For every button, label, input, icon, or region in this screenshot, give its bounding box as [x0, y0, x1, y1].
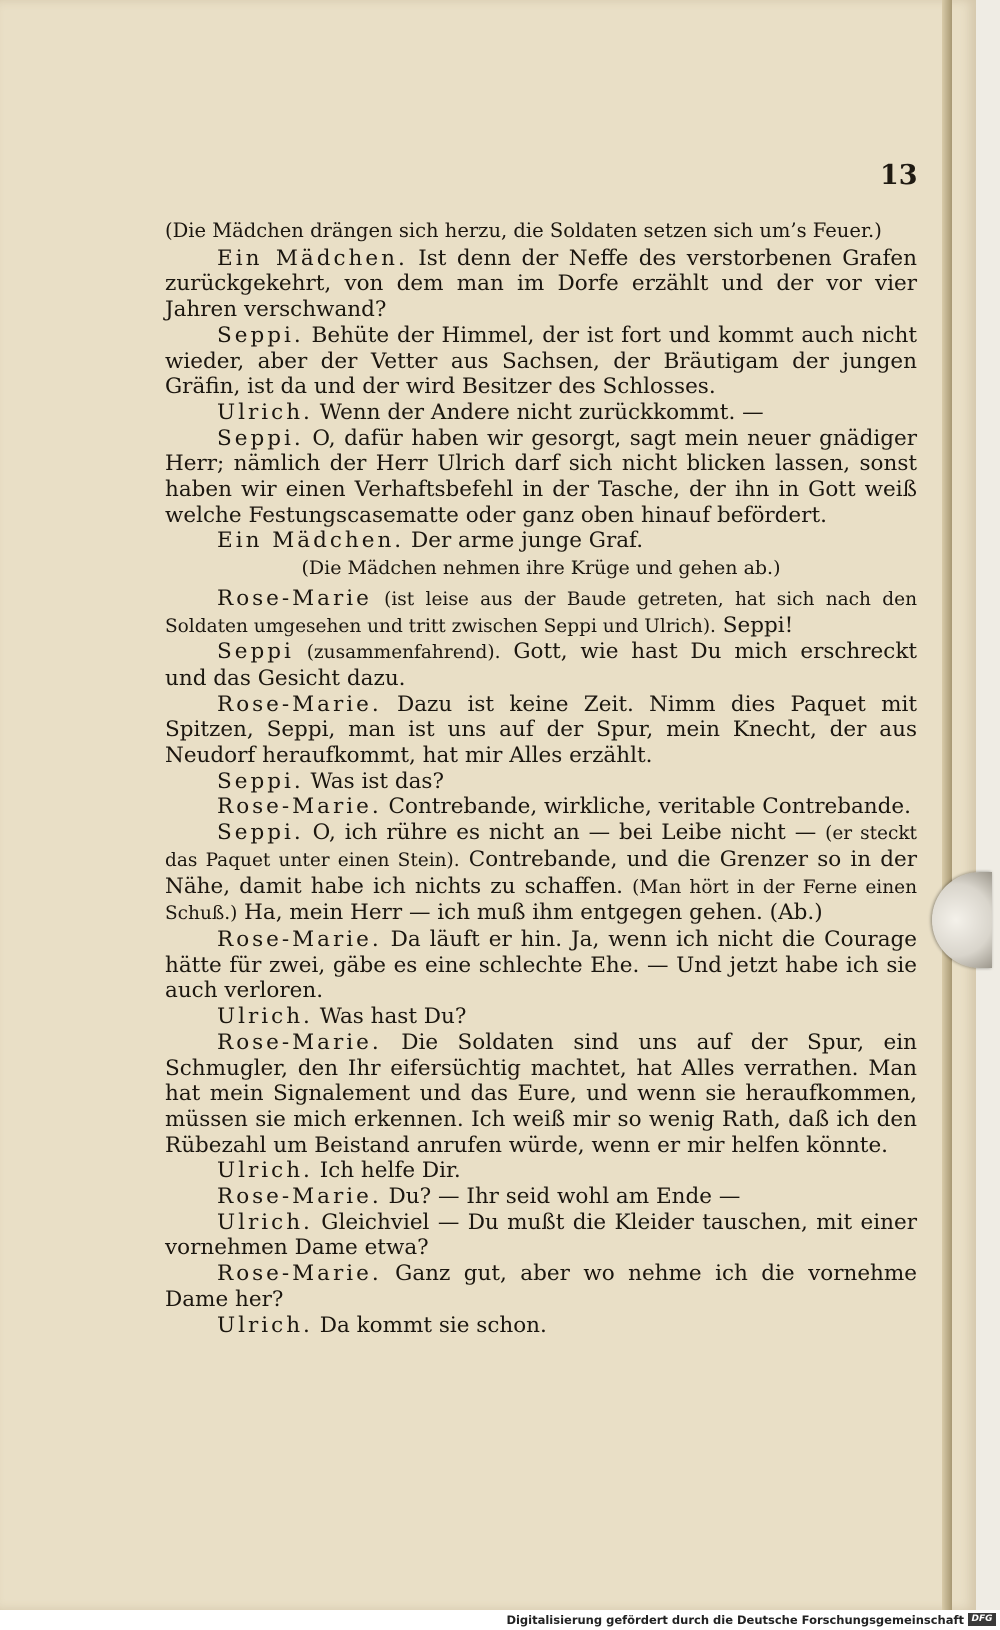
dialogue-line: Seppi (zusammenfahrend). Gott, wie hast Du mich erschreckt und das Gesicht dazu. — [165, 639, 917, 691]
page-text — [165, 218, 917, 1338]
dfg-logo-icon: DFG — [968, 1613, 996, 1626]
speaker-name: Rose-Marie. — [217, 1261, 382, 1287]
speaker-name: Seppi. — [217, 322, 304, 348]
stage-direction: (Die Mädchen drängen sich herzu, die Soldaten setzen sich um’s Feuer.) — [165, 219, 882, 242]
speaker-name: Ulrich. — [217, 399, 313, 425]
dialogue-line: Ulrich. Gleichviel — Du mußt die Kleider tauschen, mit einer vornehmen Dame etwa? — [165, 1209, 917, 1261]
speaker-name: Seppi. — [217, 768, 304, 794]
speaker-name: Ulrich. — [217, 1312, 313, 1338]
speaker-name: Ein Mädchen. — [217, 528, 405, 554]
speaker-name: Rose-Marie. — [217, 691, 382, 717]
footer-credit: Digitalisierung gefördert durch die Deutsche Forschungsgemeinschaft — [506, 1613, 964, 1627]
speaker-name: Rose-Marie. — [217, 1029, 382, 1055]
dialogue-line: Rose-Marie. Da läuft er hin. Ja, wenn ich nicht die Courage hätte für zwei, gäbe es eine schlechte Ehe. — Und jetzt habe ich sie auch verloren. — [165, 926, 918, 1004]
digitization-footer — [0, 1610, 1000, 1630]
dialogue-line: Ulrich. Da kommt sie schon. — [217, 1312, 547, 1338]
dialogue-line: Ulrich. Ich helfe Dir. — [217, 1158, 461, 1184]
dialogue-line: Rose-Marie. Dazu ist keine Zeit. Nimm dies Paquet mit Spitzen, Seppi, man ist uns auf der Spur, mein Knecht, der aus Neudorf heraufkommt, hat mir Alles erzählt. — [165, 691, 917, 769]
stage-direction: (Die Mädchen nehmen ihre Krüge und gehen ab.) — [301, 557, 781, 580]
dialogue-line: Ein Mädchen. Der arme junge Graf. — [217, 528, 644, 554]
speaker-name: Rose-Marie. — [217, 794, 382, 820]
dialogue-line: Rose-Marie. Ganz gut, aber wo nehme ich die vornehme Dame her? — [165, 1261, 917, 1312]
speaker-name: Seppi. — [217, 820, 304, 846]
dialogue-line: Rose-Marie (ist leise aus der Baude getreten, hat sich nach den Soldaten umgesehen und tritt zwischen Seppi und Ulrich). Seppi! — [165, 585, 917, 638]
dialogue-line: Seppi. O, dafür haben wir gesorgt, sagt mein neuer gnädiger Herr; nämlich der Herr Ulrich darf sich nicht blicken lassen, sonst haben wir einen Verhaftsbefehl in der Tasche, der ihn in Gott weiß welche Festungscasematte oder ganz oben hinauf befördert. — [165, 425, 917, 528]
speaker-name: Ulrich. — [217, 1209, 313, 1235]
speaker-name: Ulrich. — [217, 1158, 313, 1184]
dialogue-line: Ulrich. Was hast Du? — [217, 1004, 467, 1030]
dialogue-line: Ulrich. Wenn der Andere nicht zurückkommt. — — [217, 399, 764, 425]
speaker-name: Seppi. — [217, 425, 304, 451]
page-edge — [942, 0, 952, 1610]
speaker-name: Ulrich. — [217, 1004, 313, 1030]
speaker-name: Rose-Marie — [217, 585, 372, 611]
speaker-name: Ein Mädchen. — [217, 245, 408, 271]
dialogue-line: Rose-Marie. Contrebande, wirkliche, veritable Contrebande. — [217, 794, 911, 820]
speaker-name: Rose-Marie. — [217, 1184, 382, 1210]
page-number: 13 — [880, 160, 918, 191]
dialogue-line: Seppi. Behüte der Himmel, der ist fort und kommt auch nicht wieder, aber der Vetter aus Sachsen, der Bräutigam der jungen Gräfin, ist da und der wird Besitzer des Schlosses. — [165, 322, 918, 400]
dialogue-line: Seppi. Was ist das? — [217, 768, 444, 794]
dialogue-line: Seppi. O, ich rühre es nicht an — bei Leibe nicht — (er steckt das Paquet unter einen Stein). Contrebande, und die Grenzer so in der Nähe, damit habe ich nichts zu schaffen. (Man hört in der Ferne einen Schuß.) Ha, mein Herr — ich muß ihm entgegen gehen. (Ab.) — [165, 820, 917, 926]
dialogue-line: Ein Mädchen. Ist denn der Neffe des verstorbenen Grafen zurückgekehrt, von dem man im Dorfe erzählt und der vor vier Jahren verschwand? — [165, 245, 918, 323]
speaker-name: Seppi — [217, 639, 294, 665]
dialogue-line: Rose-Marie. Die Soldaten sind uns auf der Spur, ein Schmugler, den Ihr eifersüchtig machtet, hat Alles verrathen. Man hat mein Signalement und das Eure, und wenn sie heraufkommen, müssen sie mich erkennen. Ich weiß mir so wenig Rath, daß ich den Rübezahl um Beistand anrufen würde, wenn er mir helfen könnte. — [165, 1029, 917, 1158]
speaker-name: Rose-Marie. — [217, 926, 382, 952]
dialogue-line: Rose-Marie. Du? — Ihr seid wohl am Ende — — [217, 1184, 741, 1210]
